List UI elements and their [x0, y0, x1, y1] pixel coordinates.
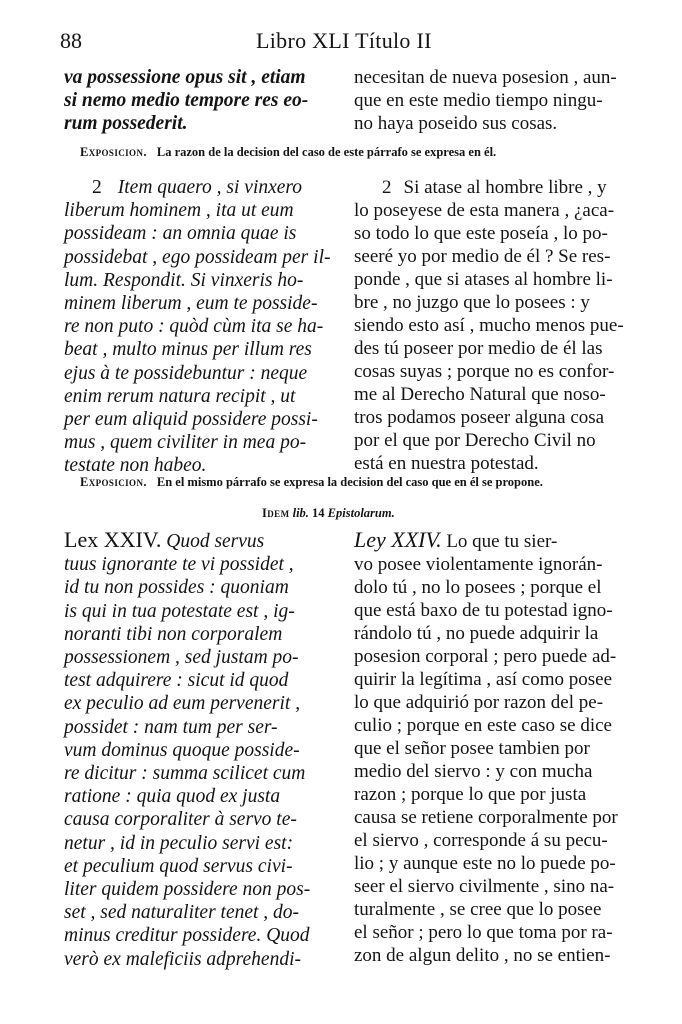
spanish-line: me al Derecho Natural que noso-	[354, 384, 606, 405]
latin-line: netur , id in peculio servi est:	[64, 832, 294, 854]
spanish-line: zon de algun delito , no se entien-	[354, 945, 611, 966]
spanish-line: cosas suyas ; porque no es confor-	[354, 361, 615, 382]
latin-line: per eum aliquid possidere possi-	[64, 409, 318, 431]
latin-line: is qui in tua potestate est , ig-	[64, 600, 295, 622]
latin-line: ratione : quia quod ex justa	[64, 786, 281, 808]
latin-line: minem liberum , eum te posside-	[64, 293, 318, 315]
running-title: Libro XLI Título II	[256, 28, 432, 53]
source-idem: Idem	[262, 506, 290, 520]
latin-line: causa corporaliter à servo te-	[64, 809, 297, 831]
latin-column	[64, 176, 340, 478]
latin-line: liberum hominem , ita ut eum	[64, 200, 294, 222]
latin-line: possessionem , sed justam po-	[64, 647, 299, 669]
spanish-line: rándolo tú , no puede adquirir la	[354, 623, 599, 644]
spanish-line: medio del siervo : y con mucha	[354, 761, 593, 782]
latin-line: minus creditur possidere. Quod	[64, 925, 310, 947]
latin-column	[64, 528, 340, 971]
latin-line: re non puto : quòd cùm ita se ha-	[64, 316, 324, 338]
source-work: Epistolarum.	[327, 506, 395, 520]
latin-line: tuus ignorante te vi possidet ,	[64, 554, 294, 576]
spanish-line: razon ; porque lo que por justa	[354, 784, 587, 805]
paragraph-number: 2	[382, 177, 392, 198]
source-lib: lib.	[292, 506, 309, 520]
latin-line: set , sed naturaliter tenet , do-	[64, 902, 300, 924]
spanish-line: des tú poseer por medio de él las	[354, 338, 603, 359]
paragraph-continuation	[64, 66, 624, 138]
latin-line: beat , multo minus per illum res	[64, 339, 312, 361]
latin-line: ex peculio ad eum pervenerit ,	[64, 693, 301, 715]
lex-heading: Lex XXIV.	[64, 527, 162, 552]
exposicion-label: Exposicion.	[80, 475, 147, 489]
spanish-column	[354, 528, 626, 967]
latin-line: rum possederit.	[64, 113, 188, 135]
spanish-line: turalmente , se cree que lo posee	[354, 899, 602, 920]
spanish-line: so todo lo que este poseía , lo po-	[354, 223, 608, 244]
spanish-line: causa se retiene corporalmente por	[354, 807, 618, 828]
spanish-line: lo poseyese de esta manera , ¿aca-	[354, 200, 615, 221]
ley-heading: Ley XXIV.	[354, 527, 442, 552]
latin-line: verò ex maleficiis adprehendi-	[64, 948, 301, 970]
exposicion-note	[80, 144, 620, 160]
latin-line: possidebat , ego possideam per il-	[64, 246, 331, 268]
spanish-column	[354, 176, 626, 475]
spanish-line: ponde , que si atases al hombre li-	[354, 269, 613, 290]
latin-first-line: 2 Item quaero , si vinxero	[92, 177, 303, 198]
spanish-line: no haya poseido sus cosas.	[354, 113, 558, 134]
latin-line: vum dominus quoque posside-	[64, 739, 300, 761]
latin-line: re dicitur : summa scilicet cum	[64, 763, 306, 785]
spanish-line: dolo tú , no lo posees ; porque el	[354, 577, 602, 598]
spanish-column	[354, 66, 626, 135]
spanish-line: posesion corporal ; pero puede ad-	[354, 646, 617, 667]
latin-line: id tu non possides : quoniam	[64, 577, 289, 599]
source-citation	[262, 506, 395, 521]
spanish-line: siendo esto así , mucho menos pue-	[354, 315, 624, 336]
latin-line: mus , quem civiliter in mea po-	[64, 432, 307, 454]
latin-column	[64, 66, 340, 136]
spanish-first-line: Ley XXIV. Lo que tu sier-	[354, 527, 558, 552]
page-number: 88	[60, 28, 82, 53]
latin-first-line: Lex XXIV. Quod servus	[64, 527, 265, 552]
exposicion-text: La razon de la decision del caso de este párrafo se expresa en él.	[156, 145, 497, 159]
spanish-line: está en nuestra potestad.	[354, 453, 539, 474]
lex-xxiv	[64, 528, 624, 968]
latin-line: possidet : nam tum per ser-	[64, 716, 278, 738]
latin-line: noranti tibi non corporalem	[64, 623, 283, 645]
spanish-line: que el señor posee tambien por	[354, 738, 590, 759]
spanish-line: quirir la legítima , así como posee	[354, 669, 613, 690]
latin-line: lum. Respondit. Si vinxeris ho-	[64, 269, 304, 291]
spanish-line: lo que adquirió por razon del pe-	[354, 692, 604, 713]
spanish-line: que está baxo de tu potestad igno-	[354, 600, 613, 621]
exposicion-label: Exposicion.	[80, 145, 147, 159]
exposicion-text: En el mismo párrafo se expresa la decision del caso que en él se propone.	[156, 475, 543, 489]
latin-line: ejus à te possidebuntur : neque	[64, 362, 308, 384]
paragraph-number: 2	[92, 177, 102, 198]
latin-line: test adquirere : sicut id quod	[64, 670, 289, 692]
exposicion-note	[80, 474, 620, 490]
page-header	[60, 28, 622, 60]
spanish-line: el siervo , corresponde á su pecu-	[354, 830, 608, 851]
latin-line: testate non habeo.	[64, 455, 207, 477]
spanish-line: culio ; porque en este caso se dice	[354, 715, 612, 736]
spanish-line: bre , no juzgo que lo posees : y	[354, 292, 590, 313]
spanish-line: por el que por Derecho Civil no	[354, 430, 596, 451]
paragraph-2	[64, 176, 624, 477]
spanish-line: seer el siervo civilmente , sino na-	[354, 876, 615, 897]
spanish-line: vo posee violentamente ignorán-	[354, 554, 603, 575]
spanish-line: que en este medio tiempo ningu-	[354, 90, 603, 111]
source-number: 14	[312, 506, 325, 520]
spanish-first-line: 2 Si atase al hombre libre , y	[382, 177, 607, 198]
latin-line: possideam : an omnia quae is	[64, 223, 297, 245]
latin-line: va possessione opus sit , etiam	[64, 67, 306, 88]
spanish-line: tros podamos poseer alguna cosa	[354, 407, 605, 428]
spanish-line: lio ; y aunque este no lo puede po-	[354, 853, 616, 874]
spanish-line: el señor ; pero lo que toma por ra-	[354, 922, 613, 943]
latin-line: si nemo medio tempore res eo-	[64, 90, 309, 112]
latin-line: et peculium quod servus civi-	[64, 855, 293, 877]
spanish-line: necesitan de nueva posesion , aun-	[354, 67, 617, 88]
latin-line: enim rerum natura recipit , ut	[64, 385, 296, 407]
spanish-line: seeré yo por medio de él ? Se res-	[354, 246, 611, 267]
latin-line: liter quidem possidere non pos-	[64, 879, 311, 901]
